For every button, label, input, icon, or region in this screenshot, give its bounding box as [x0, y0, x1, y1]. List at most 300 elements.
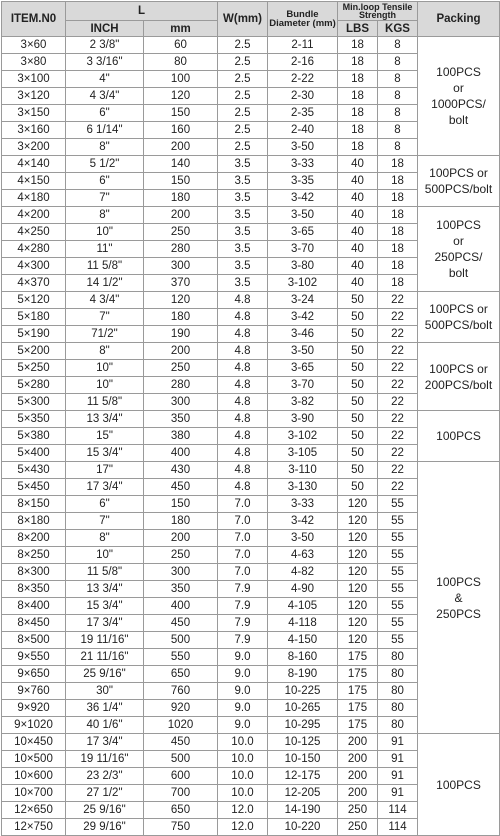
- inch-cell: 6": [66, 496, 144, 513]
- width-cell: 2.5: [218, 37, 268, 54]
- lbs-cell: 50: [338, 428, 378, 445]
- inch-cell: 30": [66, 683, 144, 700]
- bundle-cell: 3-130: [268, 479, 338, 496]
- item-cell: 5×400: [2, 445, 66, 462]
- lbs-cell: 50: [338, 309, 378, 326]
- table-row: [2, 343, 500, 360]
- inch-cell: 10": [66, 360, 144, 377]
- bundle-cell: 2-30: [268, 88, 338, 105]
- bundle-cell: 4-150: [268, 632, 338, 649]
- kgs-cell: 22: [378, 309, 418, 326]
- mm-cell: 500: [144, 751, 218, 768]
- inch-cell: 17 3/4": [66, 479, 144, 496]
- width-cell: 3.5: [218, 190, 268, 207]
- kgs-cell: 55: [378, 598, 418, 615]
- packing-line: 100PCS or: [429, 302, 488, 316]
- lbs-cell: 40: [338, 156, 378, 173]
- mm-cell: 350: [144, 411, 218, 428]
- width-cell: 3.5: [218, 156, 268, 173]
- kgs-cell: 18: [378, 258, 418, 275]
- bundle-cell: 3-42: [268, 190, 338, 207]
- mm-cell: 500: [144, 632, 218, 649]
- lbs-cell: 250: [338, 819, 378, 836]
- kgs-cell: 80: [378, 666, 418, 683]
- item-cell: 9×1020: [2, 717, 66, 734]
- item-cell: 3×200: [2, 139, 66, 156]
- width-cell: 7.0: [218, 564, 268, 581]
- item-cell: 12×750: [2, 819, 66, 836]
- width-cell: 10.0: [218, 785, 268, 802]
- item-cell: 9×650: [2, 666, 66, 683]
- width-cell: 7.0: [218, 530, 268, 547]
- lbs-cell: 120: [338, 598, 378, 615]
- packing-line: 250PCS: [436, 606, 481, 621]
- width-cell: 2.5: [218, 71, 268, 88]
- lbs-cell: 120: [338, 547, 378, 564]
- inch-cell: 21 11/16": [66, 649, 144, 666]
- inch-cell: 29 9/16": [66, 819, 144, 836]
- kgs-cell: 80: [378, 700, 418, 717]
- lbs-cell: 40: [338, 258, 378, 275]
- bundle-cell: 4-105: [268, 598, 338, 615]
- mm-cell: 200: [144, 530, 218, 547]
- inch-cell: 6": [66, 105, 144, 122]
- width-cell: 7.9: [218, 598, 268, 615]
- inch-cell: 11 5/8": [66, 394, 144, 411]
- packing-cell: [418, 343, 500, 411]
- inch-cell: 8": [66, 207, 144, 224]
- table-row: [2, 462, 500, 479]
- mm-cell: 380: [144, 428, 218, 445]
- kgs-cell: 55: [378, 513, 418, 530]
- mm-cell: 150: [144, 105, 218, 122]
- width-cell: 4.8: [218, 411, 268, 428]
- width-cell: 3.5: [218, 241, 268, 258]
- kgs-cell: 18: [378, 241, 418, 258]
- kgs-cell: 22: [378, 343, 418, 360]
- inch-cell: 7": [66, 513, 144, 530]
- kgs-cell: 91: [378, 734, 418, 751]
- lbs-cell: 120: [338, 615, 378, 632]
- width-cell: 4.8: [218, 343, 268, 360]
- lbs-cell: 175: [338, 717, 378, 734]
- item-cell: 9×550: [2, 649, 66, 666]
- item-cell: 9×760: [2, 683, 66, 700]
- kgs-cell: 114: [378, 802, 418, 819]
- kgs-cell: 8: [378, 139, 418, 156]
- mm-cell: 200: [144, 139, 218, 156]
- packing-header: Packing: [418, 2, 500, 37]
- width-cell: 7.9: [218, 581, 268, 598]
- mm-cell: 1020: [144, 717, 218, 734]
- bundle-cell: 3-50: [268, 343, 338, 360]
- item-cell: 4×200: [2, 207, 66, 224]
- kgs-cell: 22: [378, 326, 418, 343]
- kgs-header: KGS: [378, 21, 418, 37]
- kgs-cell: 18: [378, 207, 418, 224]
- kgs-cell: 22: [378, 394, 418, 411]
- inch-cell: 4 3/4": [66, 292, 144, 309]
- bundle-cell: 3-46: [268, 326, 338, 343]
- bundle-cell: 8-160: [268, 649, 338, 666]
- kgs-cell: 91: [378, 768, 418, 785]
- bundle-cell: 3-42: [268, 513, 338, 530]
- bundle-cell: 3-70: [268, 377, 338, 394]
- inch-cell: 23 2/3": [66, 768, 144, 785]
- width-cell: 7.0: [218, 547, 268, 564]
- bundle-cell: 10-265: [268, 700, 338, 717]
- packing-line: 100PCS: [436, 65, 481, 79]
- kgs-cell: 55: [378, 530, 418, 547]
- width-cell: 7.0: [218, 496, 268, 513]
- mm-cell: 250: [144, 547, 218, 564]
- item-cell: 5×250: [2, 360, 66, 377]
- width-cell: 4.8: [218, 326, 268, 343]
- inch-cell: 15 3/4": [66, 445, 144, 462]
- width-cell: 10.0: [218, 734, 268, 751]
- inch-cell: 19 11/16": [66, 751, 144, 768]
- item-cell: 10×600: [2, 768, 66, 785]
- bundle-cell: 3-65: [268, 224, 338, 241]
- lbs-cell: 40: [338, 224, 378, 241]
- inch-cell: 5 1/2": [66, 156, 144, 173]
- bundle-cell: 4-82: [268, 564, 338, 581]
- packing-line: 500PCS/bolt: [424, 318, 493, 332]
- item-cell: 3×60: [2, 37, 66, 54]
- width-cell: 2.5: [218, 105, 268, 122]
- lbs-cell: 40: [338, 190, 378, 207]
- width-cell: 4.8: [218, 479, 268, 496]
- item-cell: 4×150: [2, 173, 66, 190]
- kgs-cell: 22: [378, 428, 418, 445]
- inch-cell: 10": [66, 547, 144, 564]
- mm-cell: 450: [144, 734, 218, 751]
- inch-cell: 10": [66, 224, 144, 241]
- lbs-cell: 200: [338, 751, 378, 768]
- lbs-cell: 175: [338, 666, 378, 683]
- mm-cell: 300: [144, 394, 218, 411]
- item-cell: 5×450: [2, 479, 66, 496]
- item-header: ITEM.N0: [2, 2, 66, 37]
- item-cell: 4×300: [2, 258, 66, 275]
- width-cell: 7.9: [218, 632, 268, 649]
- item-cell: 4×140: [2, 156, 66, 173]
- table-header: [2, 2, 500, 37]
- inch-cell: 25 9/16": [66, 802, 144, 819]
- width-cell: 4.8: [218, 428, 268, 445]
- bundle-cell: 3-33: [268, 496, 338, 513]
- inch-cell: 17": [66, 462, 144, 479]
- packing-line: &: [454, 590, 463, 605]
- kgs-cell: 8: [378, 54, 418, 71]
- inch-cell: 10": [66, 377, 144, 394]
- bundle-cell: 3-50: [268, 207, 338, 224]
- width-cell: 4.8: [218, 377, 268, 394]
- item-cell: 4×370: [2, 275, 66, 292]
- mm-cell: 150: [144, 496, 218, 513]
- kgs-cell: 8: [378, 71, 418, 88]
- width-cell: 2.5: [218, 54, 268, 71]
- width-cell: 3.5: [218, 224, 268, 241]
- bundle-cell: 8-190: [268, 666, 338, 683]
- mm-cell: 760: [144, 683, 218, 700]
- mm-cell: 120: [144, 292, 218, 309]
- lbs-cell: 40: [338, 241, 378, 258]
- lbs-cell: 50: [338, 462, 378, 479]
- lbs-cell: 18: [338, 37, 378, 54]
- bundle-cell: 3-50: [268, 139, 338, 156]
- lbs-cell: 175: [338, 649, 378, 666]
- kgs-cell: 22: [378, 411, 418, 428]
- kgs-cell: 22: [378, 377, 418, 394]
- bundle-cell: 3-35: [268, 173, 338, 190]
- packing-cell: [418, 156, 500, 207]
- packing-line: or: [453, 234, 464, 248]
- packing-cell: [418, 411, 500, 462]
- bundle-cell: 2-11: [268, 37, 338, 54]
- mm-cell: 200: [144, 207, 218, 224]
- bundle-cell: 2-35: [268, 105, 338, 122]
- packing-cell: [418, 462, 500, 734]
- lbs-cell: 200: [338, 768, 378, 785]
- bundle-cell: 3-50: [268, 530, 338, 547]
- kgs-cell: 55: [378, 496, 418, 513]
- bundle-cell: 3-102: [268, 428, 338, 445]
- mm-cell: 180: [144, 309, 218, 326]
- width-cell: 9.0: [218, 649, 268, 666]
- width-cell: 4.8: [218, 292, 268, 309]
- width-cell: 3.5: [218, 207, 268, 224]
- width-cell: 10.0: [218, 768, 268, 785]
- item-cell: 8×180: [2, 513, 66, 530]
- mm-cell: 140: [144, 156, 218, 173]
- bundle-cell: 10-295: [268, 717, 338, 734]
- packing-cell: [418, 734, 500, 836]
- mm-cell: 300: [144, 258, 218, 275]
- mm-cell: 450: [144, 479, 218, 496]
- inch-cell: 17 3/4": [66, 615, 144, 632]
- mm-cell: 550: [144, 649, 218, 666]
- inch-cell: 15": [66, 428, 144, 445]
- item-cell: 3×80: [2, 54, 66, 71]
- bundle-cell: 10-125: [268, 734, 338, 751]
- bundle-cell: 3-90: [268, 411, 338, 428]
- lbs-cell: 120: [338, 581, 378, 598]
- width-cell: 2.5: [218, 139, 268, 156]
- inch-cell: 4": [66, 71, 144, 88]
- item-cell: 8×150: [2, 496, 66, 513]
- width-cell: 10.0: [218, 751, 268, 768]
- inch-cell: 2 3/8": [66, 37, 144, 54]
- item-cell: 5×430: [2, 462, 66, 479]
- inch-cell: 4 3/4": [66, 88, 144, 105]
- item-cell: 12×650: [2, 802, 66, 819]
- width-cell: 2.5: [218, 122, 268, 139]
- kgs-cell: 80: [378, 649, 418, 666]
- table-row: [2, 411, 500, 428]
- lbs-cell: 120: [338, 530, 378, 547]
- mm-cell: 400: [144, 445, 218, 462]
- bundle-cell: 3-102: [268, 275, 338, 292]
- bundle-cell: 3-80: [268, 258, 338, 275]
- width-cell: 3.5: [218, 258, 268, 275]
- kgs-cell: 8: [378, 122, 418, 139]
- mm-cell: 190: [144, 326, 218, 343]
- mm-cell: 600: [144, 768, 218, 785]
- kgs-cell: 22: [378, 462, 418, 479]
- item-cell: 5×120: [2, 292, 66, 309]
- mm-cell: 180: [144, 190, 218, 207]
- kgs-cell: 80: [378, 717, 418, 734]
- inch-cell: 27 1/2": [66, 785, 144, 802]
- lbs-cell: 120: [338, 564, 378, 581]
- item-cell: 3×100: [2, 71, 66, 88]
- kgs-cell: 55: [378, 547, 418, 564]
- bundle-cell: 12-175: [268, 768, 338, 785]
- lbs-cell: 50: [338, 445, 378, 462]
- lbs-cell: 120: [338, 496, 378, 513]
- width-cell: 9.0: [218, 683, 268, 700]
- packing-line: 1000PCS/: [431, 97, 486, 111]
- packing-line: 100PCS: [436, 777, 481, 792]
- item-cell: 8×350: [2, 581, 66, 598]
- table-row: [2, 37, 500, 54]
- packing-line: 200PCS/bolt: [424, 377, 493, 392]
- bundle-cell: 4-63: [268, 547, 338, 564]
- packing-cell: [418, 37, 500, 156]
- kgs-cell: 18: [378, 156, 418, 173]
- kgs-cell: 91: [378, 785, 418, 802]
- item-cell: 9×920: [2, 700, 66, 717]
- mm-cell: 200: [144, 343, 218, 360]
- kgs-cell: 22: [378, 445, 418, 462]
- lbs-cell: 120: [338, 632, 378, 649]
- kgs-cell: 18: [378, 190, 418, 207]
- kgs-cell: 8: [378, 105, 418, 122]
- lbs-cell: 50: [338, 343, 378, 360]
- bundle-cell: 10-220: [268, 819, 338, 836]
- mm-cell: 100: [144, 71, 218, 88]
- packing-cell: [418, 292, 500, 343]
- lbs-cell: 50: [338, 479, 378, 496]
- inch-cell: 11 5/8": [66, 564, 144, 581]
- width-cell: 4.8: [218, 445, 268, 462]
- width-cell: 4.8: [218, 360, 268, 377]
- kgs-cell: 22: [378, 479, 418, 496]
- bundle-cell: 2-40: [268, 122, 338, 139]
- packing-line: 500PCS/bolt: [424, 182, 493, 196]
- lbs-cell: 50: [338, 360, 378, 377]
- kgs-cell: 22: [378, 360, 418, 377]
- inch-cell: 40 1/6": [66, 717, 144, 734]
- kgs-cell: 8: [378, 88, 418, 105]
- mm-cell: 250: [144, 224, 218, 241]
- spec-table: [1, 1, 500, 836]
- bundle-cell: 3-110: [268, 462, 338, 479]
- inch-cell: 7": [66, 190, 144, 207]
- inch-cell: 8": [66, 139, 144, 156]
- inch-cell: 7": [66, 309, 144, 326]
- bundle-cell: 10-150: [268, 751, 338, 768]
- mm-cell: 450: [144, 615, 218, 632]
- bundle-cell: 4-90: [268, 581, 338, 598]
- width-header: W(mm): [218, 2, 268, 37]
- length-header: L: [66, 2, 218, 21]
- packing-line: 100PCS: [436, 429, 481, 443]
- bundle-cell: 14-190: [268, 802, 338, 819]
- kgs-cell: 55: [378, 564, 418, 581]
- inch-cell: 13 3/4": [66, 581, 144, 598]
- lbs-cell: 50: [338, 411, 378, 428]
- lbs-cell: 18: [338, 88, 378, 105]
- width-cell: 4.8: [218, 309, 268, 326]
- table-row: [2, 734, 500, 751]
- packing-line: or: [453, 81, 464, 95]
- bundle-cell: 3-70: [268, 241, 338, 258]
- inch-cell: 15 3/4": [66, 598, 144, 615]
- mm-cell: 700: [144, 785, 218, 802]
- packing-line: 250PCS/: [434, 250, 483, 264]
- mm-cell: 160: [144, 122, 218, 139]
- item-cell: 8×500: [2, 632, 66, 649]
- item-cell: 8×450: [2, 615, 66, 632]
- mm-cell: 250: [144, 360, 218, 377]
- item-cell: 4×250: [2, 224, 66, 241]
- width-cell: 7.9: [218, 615, 268, 632]
- packing-line: bolt: [448, 266, 469, 280]
- inch-cell: 14 1/2": [66, 275, 144, 292]
- item-cell: 5×190: [2, 326, 66, 343]
- item-cell: 5×350: [2, 411, 66, 428]
- kgs-cell: 55: [378, 615, 418, 632]
- inch-cell: 11": [66, 241, 144, 258]
- item-cell: 3×120: [2, 88, 66, 105]
- packing-line: 100PCS or: [429, 361, 488, 376]
- bundle-cell: 4-118: [268, 615, 338, 632]
- mm-cell: 180: [144, 513, 218, 530]
- lbs-cell: 175: [338, 683, 378, 700]
- inch-cell: 11 5/8": [66, 258, 144, 275]
- lbs-cell: 50: [338, 377, 378, 394]
- inch-cell: 71/2": [66, 326, 144, 343]
- item-cell: 8×200: [2, 530, 66, 547]
- mm-cell: 650: [144, 802, 218, 819]
- mm-cell: 650: [144, 666, 218, 683]
- bundle-cell: 3-65: [268, 360, 338, 377]
- width-cell: 4.8: [218, 462, 268, 479]
- packing-line: 100PCS: [436, 218, 481, 232]
- item-cell: 5×200: [2, 343, 66, 360]
- mm-cell: 300: [144, 564, 218, 581]
- lbs-cell: 175: [338, 700, 378, 717]
- item-cell: 3×150: [2, 105, 66, 122]
- table-row: [2, 292, 500, 309]
- packing-cell: [418, 207, 500, 292]
- inch-cell: 36 1/4": [66, 700, 144, 717]
- kgs-cell: 91: [378, 751, 418, 768]
- mm-cell: 280: [144, 241, 218, 258]
- kgs-cell: 55: [378, 632, 418, 649]
- mm-cell: 750: [144, 819, 218, 836]
- kgs-cell: 114: [378, 819, 418, 836]
- kgs-cell: 55: [378, 581, 418, 598]
- width-cell: 4.8: [218, 394, 268, 411]
- mm-cell: 920: [144, 700, 218, 717]
- kgs-cell: 80: [378, 683, 418, 700]
- kgs-cell: 18: [378, 275, 418, 292]
- lbs-cell: 250: [338, 802, 378, 819]
- lbs-cell: 18: [338, 139, 378, 156]
